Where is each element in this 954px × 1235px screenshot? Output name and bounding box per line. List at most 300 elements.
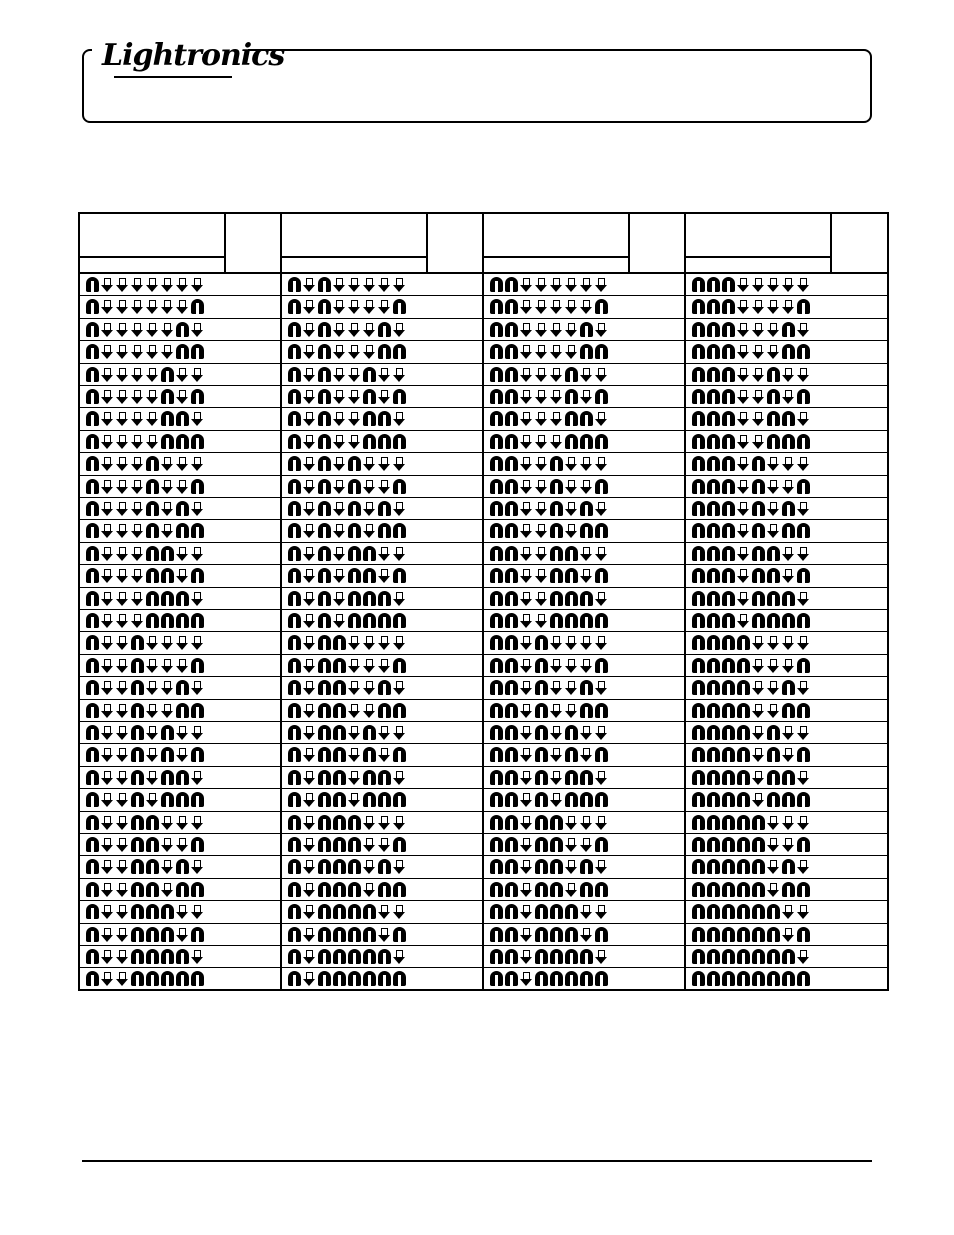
switch-up-icon bbox=[318, 904, 331, 919]
switch-down-icon bbox=[550, 344, 563, 359]
table-row bbox=[80, 789, 280, 811]
table-row bbox=[686, 744, 889, 766]
switch-up-icon bbox=[161, 725, 174, 740]
switch-down-icon bbox=[101, 949, 114, 964]
switch-up-icon bbox=[505, 859, 518, 874]
switch-down-icon bbox=[101, 411, 114, 426]
switch-down-icon bbox=[550, 770, 563, 785]
switch-down-icon bbox=[176, 568, 189, 583]
switch-up-icon bbox=[393, 613, 406, 628]
switch-down-icon bbox=[131, 479, 144, 494]
switch-down-icon bbox=[131, 299, 144, 314]
switch-down-icon bbox=[520, 971, 533, 986]
table-row bbox=[686, 700, 889, 722]
switch-down-icon bbox=[580, 568, 593, 583]
switch-up-icon bbox=[490, 725, 503, 740]
switch-down-icon bbox=[752, 411, 765, 426]
switch-down-icon bbox=[333, 389, 346, 404]
switch-up-icon bbox=[176, 344, 189, 359]
switch-down-icon bbox=[333, 277, 346, 292]
switch-up-icon bbox=[550, 523, 563, 538]
switch-pattern bbox=[692, 904, 810, 920]
switch-up-icon bbox=[176, 523, 189, 538]
switch-up-icon bbox=[550, 501, 563, 516]
switch-down-icon bbox=[333, 501, 346, 516]
switch-up-icon bbox=[318, 546, 331, 561]
switch-up-icon bbox=[490, 927, 503, 942]
table-row bbox=[484, 901, 684, 923]
switch-up-icon bbox=[393, 703, 406, 718]
switch-up-icon bbox=[161, 904, 174, 919]
switch-down-icon bbox=[393, 635, 406, 650]
switch-up-icon bbox=[191, 703, 204, 718]
switch-up-icon bbox=[288, 725, 301, 740]
switch-down-icon bbox=[782, 815, 795, 830]
switch-up-icon bbox=[707, 927, 720, 942]
switch-up-icon bbox=[722, 344, 735, 359]
switch-up-icon bbox=[318, 949, 331, 964]
switch-up-icon bbox=[318, 456, 331, 471]
switch-down-icon bbox=[782, 389, 795, 404]
switch-down-icon bbox=[161, 635, 174, 650]
switch-up-icon bbox=[692, 367, 705, 382]
switch-up-icon bbox=[288, 703, 301, 718]
switch-up-icon bbox=[550, 568, 563, 583]
switch-up-icon bbox=[363, 747, 376, 762]
switch-down-icon bbox=[176, 277, 189, 292]
switch-down-icon bbox=[116, 882, 129, 897]
switch-up-icon bbox=[737, 949, 750, 964]
switch-down-icon bbox=[535, 411, 548, 426]
switch-up-icon bbox=[490, 591, 503, 606]
switch-down-icon bbox=[797, 546, 810, 561]
switch-up-icon bbox=[191, 299, 204, 314]
switch-up-icon bbox=[737, 747, 750, 762]
switch-up-icon bbox=[490, 299, 503, 314]
table-row bbox=[484, 677, 684, 699]
switch-up-icon bbox=[595, 389, 608, 404]
switch-down-icon bbox=[146, 411, 159, 426]
switch-up-icon bbox=[767, 568, 780, 583]
switch-up-icon bbox=[86, 434, 99, 449]
switch-up-icon bbox=[707, 815, 720, 830]
switch-down-icon bbox=[348, 411, 361, 426]
switch-down-icon bbox=[580, 277, 593, 292]
switch-pattern bbox=[288, 792, 406, 808]
switch-down-icon bbox=[303, 725, 316, 740]
switch-down-icon bbox=[550, 367, 563, 382]
switch-down-icon bbox=[101, 389, 114, 404]
switch-up-icon bbox=[176, 792, 189, 807]
switch-up-icon bbox=[363, 546, 376, 561]
table-row bbox=[484, 431, 684, 453]
switch-down-icon bbox=[393, 546, 406, 561]
switch-up-icon bbox=[363, 904, 376, 919]
switch-pattern bbox=[288, 456, 406, 472]
switch-up-icon bbox=[363, 434, 376, 449]
switch-up-icon bbox=[535, 658, 548, 673]
switch-pattern bbox=[490, 479, 608, 495]
switch-up-icon bbox=[767, 591, 780, 606]
switch-down-icon bbox=[101, 344, 114, 359]
switch-up-icon bbox=[722, 635, 735, 650]
switch-down-icon bbox=[520, 568, 533, 583]
switch-up-icon bbox=[692, 613, 705, 628]
switch-up-icon bbox=[692, 591, 705, 606]
switch-down-icon bbox=[520, 299, 533, 314]
switch-down-icon bbox=[191, 501, 204, 516]
switch-pattern bbox=[692, 501, 810, 517]
switch-down-icon bbox=[348, 635, 361, 650]
switch-up-icon bbox=[565, 927, 578, 942]
switch-up-icon bbox=[161, 546, 174, 561]
switch-up-icon bbox=[161, 568, 174, 583]
switch-up-icon bbox=[722, 837, 735, 852]
switch-up-icon bbox=[348, 613, 361, 628]
switch-up-icon bbox=[146, 523, 159, 538]
switch-pattern bbox=[490, 613, 608, 629]
switch-down-icon bbox=[520, 523, 533, 538]
switch-pattern bbox=[692, 725, 810, 741]
switch-pattern bbox=[288, 635, 406, 651]
switch-up-icon bbox=[318, 859, 331, 874]
switch-pattern bbox=[692, 277, 810, 293]
switch-pattern bbox=[692, 434, 810, 450]
switch-up-icon bbox=[782, 770, 795, 785]
switch-up-icon bbox=[722, 658, 735, 673]
switch-pattern bbox=[288, 703, 406, 719]
switch-up-icon bbox=[191, 747, 204, 762]
switch-down-icon bbox=[550, 277, 563, 292]
switch-up-icon bbox=[161, 613, 174, 628]
switch-down-icon bbox=[767, 322, 780, 337]
switch-up-icon bbox=[692, 456, 705, 471]
switch-down-icon bbox=[146, 322, 159, 337]
switch-down-icon bbox=[752, 635, 765, 650]
switch-up-icon bbox=[782, 680, 795, 695]
switch-down-icon bbox=[161, 658, 174, 673]
switch-up-icon bbox=[737, 703, 750, 718]
switch-down-icon bbox=[580, 927, 593, 942]
switch-down-icon bbox=[116, 591, 129, 606]
switch-up-icon bbox=[752, 613, 765, 628]
switch-up-icon bbox=[378, 613, 391, 628]
switch-down-icon bbox=[737, 299, 750, 314]
switch-down-icon bbox=[520, 725, 533, 740]
switch-down-icon bbox=[303, 456, 316, 471]
switch-down-icon bbox=[303, 703, 316, 718]
switch-down-icon bbox=[116, 658, 129, 673]
switch-up-icon bbox=[393, 837, 406, 852]
table-column-4 bbox=[686, 214, 889, 989]
switch-down-icon bbox=[116, 635, 129, 650]
switch-down-icon bbox=[767, 837, 780, 852]
switch-up-icon bbox=[288, 389, 301, 404]
switch-down-icon bbox=[595, 859, 608, 874]
switch-up-icon bbox=[86, 703, 99, 718]
switch-up-icon bbox=[378, 792, 391, 807]
switch-up-icon bbox=[722, 367, 735, 382]
switch-down-icon bbox=[535, 344, 548, 359]
switch-down-icon bbox=[535, 591, 548, 606]
switch-down-icon bbox=[176, 815, 189, 830]
switch-up-icon bbox=[146, 591, 159, 606]
switch-down-icon bbox=[333, 613, 346, 628]
switch-pattern bbox=[490, 882, 608, 898]
switch-up-icon bbox=[161, 949, 174, 964]
switch-pattern bbox=[490, 523, 608, 539]
switch-up-icon bbox=[595, 344, 608, 359]
switch-down-icon bbox=[378, 479, 391, 494]
table-row bbox=[686, 722, 889, 744]
table-row bbox=[484, 364, 684, 386]
switch-up-icon bbox=[505, 367, 518, 382]
table-row bbox=[80, 677, 280, 699]
switch-pattern bbox=[288, 299, 406, 315]
switch-down-icon bbox=[580, 479, 593, 494]
switch-down-icon bbox=[161, 501, 174, 516]
switch-down-icon bbox=[363, 680, 376, 695]
switch-down-icon bbox=[378, 725, 391, 740]
switch-down-icon bbox=[363, 703, 376, 718]
switch-down-icon bbox=[520, 456, 533, 471]
switch-down-icon bbox=[116, 434, 129, 449]
switch-down-icon bbox=[550, 703, 563, 718]
switch-up-icon bbox=[146, 815, 159, 830]
switch-up-icon bbox=[333, 725, 346, 740]
switch-down-icon bbox=[520, 322, 533, 337]
switch-up-icon bbox=[86, 523, 99, 538]
table-row bbox=[80, 364, 280, 386]
switch-up-icon bbox=[490, 277, 503, 292]
switch-up-icon bbox=[191, 971, 204, 986]
table-row bbox=[484, 408, 684, 430]
switch-down-icon bbox=[767, 859, 780, 874]
switch-up-icon bbox=[288, 411, 301, 426]
switch-up-icon bbox=[767, 411, 780, 426]
switch-down-icon bbox=[752, 658, 765, 673]
switch-down-icon bbox=[797, 725, 810, 740]
switch-pattern bbox=[692, 927, 810, 943]
switch-down-icon bbox=[737, 501, 750, 516]
switch-up-icon bbox=[288, 747, 301, 762]
switch-down-icon bbox=[520, 344, 533, 359]
switch-down-icon bbox=[767, 344, 780, 359]
switch-down-icon bbox=[565, 680, 578, 695]
switch-up-icon bbox=[737, 815, 750, 830]
switch-down-icon bbox=[752, 725, 765, 740]
switch-down-icon bbox=[520, 501, 533, 516]
switch-down-icon bbox=[116, 904, 129, 919]
switch-up-icon bbox=[490, 613, 503, 628]
switch-down-icon bbox=[550, 322, 563, 337]
switch-down-icon bbox=[595, 815, 608, 830]
switch-up-icon bbox=[86, 635, 99, 650]
switch-down-icon bbox=[378, 927, 391, 942]
switch-down-icon bbox=[520, 658, 533, 673]
switch-down-icon bbox=[101, 747, 114, 762]
table-row bbox=[80, 856, 280, 878]
switch-down-icon bbox=[363, 815, 376, 830]
switch-up-icon bbox=[146, 837, 159, 852]
switch-up-icon bbox=[131, 971, 144, 986]
table-row bbox=[282, 946, 482, 968]
switch-pattern bbox=[86, 479, 204, 495]
table-row bbox=[484, 812, 684, 834]
switch-down-icon bbox=[797, 859, 810, 874]
switch-up-icon bbox=[86, 770, 99, 785]
switch-down-icon bbox=[393, 501, 406, 516]
switch-pattern bbox=[288, 927, 406, 943]
switch-up-icon bbox=[378, 882, 391, 897]
switch-up-icon bbox=[378, 859, 391, 874]
switch-pattern bbox=[288, 770, 406, 786]
switch-up-icon bbox=[490, 479, 503, 494]
dip-switch-table bbox=[78, 212, 889, 991]
switch-pattern bbox=[86, 725, 204, 741]
table-row bbox=[686, 968, 889, 990]
switch-down-icon bbox=[797, 456, 810, 471]
switch-down-icon bbox=[565, 523, 578, 538]
switch-down-icon bbox=[797, 680, 810, 695]
switch-down-icon bbox=[161, 479, 174, 494]
switch-up-icon bbox=[378, 703, 391, 718]
switch-down-icon bbox=[161, 277, 174, 292]
switch-up-icon bbox=[176, 703, 189, 718]
switch-pattern bbox=[288, 971, 406, 987]
switch-down-icon bbox=[303, 591, 316, 606]
switch-up-icon bbox=[565, 613, 578, 628]
table-row bbox=[484, 520, 684, 542]
switch-up-icon bbox=[737, 770, 750, 785]
table-row bbox=[686, 856, 889, 878]
switch-up-icon bbox=[288, 635, 301, 650]
switch-up-icon bbox=[722, 904, 735, 919]
switch-up-icon bbox=[580, 501, 593, 516]
table-row bbox=[282, 677, 482, 699]
table-column-1 bbox=[80, 214, 282, 989]
switch-down-icon bbox=[176, 299, 189, 314]
switch-up-icon bbox=[131, 837, 144, 852]
switch-down-icon bbox=[191, 591, 204, 606]
switch-down-icon bbox=[101, 456, 114, 471]
switch-up-icon bbox=[86, 411, 99, 426]
switch-up-icon bbox=[86, 725, 99, 740]
switch-up-icon bbox=[505, 613, 518, 628]
switch-up-icon bbox=[318, 635, 331, 650]
switch-down-icon bbox=[303, 277, 316, 292]
switch-up-icon bbox=[505, 568, 518, 583]
switch-down-icon bbox=[146, 277, 159, 292]
table-row bbox=[686, 834, 889, 856]
switch-up-icon bbox=[722, 523, 735, 538]
switch-up-icon bbox=[722, 859, 735, 874]
switch-down-icon bbox=[101, 546, 114, 561]
switch-up-icon bbox=[146, 971, 159, 986]
switch-pattern bbox=[692, 635, 810, 651]
switch-pattern bbox=[288, 479, 406, 495]
switch-down-icon bbox=[797, 815, 810, 830]
switch-down-icon bbox=[146, 389, 159, 404]
switch-up-icon bbox=[348, 949, 361, 964]
switch-up-icon bbox=[505, 792, 518, 807]
switch-up-icon bbox=[393, 479, 406, 494]
switch-pattern bbox=[86, 837, 204, 853]
switch-up-icon bbox=[752, 501, 765, 516]
switch-down-icon bbox=[535, 299, 548, 314]
table-row bbox=[282, 520, 482, 542]
switch-down-icon bbox=[520, 815, 533, 830]
switch-pattern bbox=[288, 680, 406, 696]
switch-pattern bbox=[86, 703, 204, 719]
switch-pattern bbox=[86, 635, 204, 651]
switch-up-icon bbox=[595, 434, 608, 449]
switch-up-icon bbox=[722, 792, 735, 807]
switch-down-icon bbox=[752, 747, 765, 762]
footer-rule bbox=[82, 1160, 872, 1162]
switch-down-icon bbox=[303, 613, 316, 628]
switch-up-icon bbox=[318, 389, 331, 404]
switch-pattern bbox=[86, 523, 204, 539]
switch-up-icon bbox=[348, 859, 361, 874]
switch-up-icon bbox=[535, 747, 548, 762]
switch-pattern bbox=[692, 658, 810, 674]
switch-up-icon bbox=[333, 703, 346, 718]
switch-down-icon bbox=[161, 322, 174, 337]
switch-down-icon bbox=[116, 770, 129, 785]
switch-up-icon bbox=[580, 703, 593, 718]
switch-up-icon bbox=[86, 949, 99, 964]
switch-up-icon bbox=[505, 770, 518, 785]
switch-down-icon bbox=[176, 546, 189, 561]
switch-up-icon bbox=[288, 613, 301, 628]
switch-up-icon bbox=[378, 971, 391, 986]
table-row bbox=[282, 812, 482, 834]
table-row bbox=[686, 520, 889, 542]
switch-down-icon bbox=[797, 591, 810, 606]
switch-up-icon bbox=[692, 434, 705, 449]
switch-down-icon bbox=[101, 299, 114, 314]
switch-up-icon bbox=[288, 971, 301, 986]
switch-up-icon bbox=[131, 703, 144, 718]
switch-up-icon bbox=[707, 568, 720, 583]
switch-up-icon bbox=[692, 859, 705, 874]
switch-down-icon bbox=[565, 815, 578, 830]
switch-up-icon bbox=[378, 322, 391, 337]
switch-up-icon bbox=[580, 344, 593, 359]
switch-up-icon bbox=[393, 389, 406, 404]
switch-up-icon bbox=[191, 792, 204, 807]
switch-down-icon bbox=[782, 299, 795, 314]
switch-down-icon bbox=[378, 815, 391, 830]
switch-down-icon bbox=[363, 837, 376, 852]
switch-up-icon bbox=[707, 367, 720, 382]
switch-down-icon bbox=[580, 904, 593, 919]
switch-up-icon bbox=[490, 367, 503, 382]
switch-down-icon bbox=[767, 882, 780, 897]
switch-up-icon bbox=[535, 792, 548, 807]
switch-down-icon bbox=[161, 703, 174, 718]
table-row bbox=[484, 834, 684, 856]
switch-up-icon bbox=[505, 546, 518, 561]
switch-up-icon bbox=[707, 859, 720, 874]
switch-up-icon bbox=[146, 568, 159, 583]
switch-down-icon bbox=[161, 523, 174, 538]
switch-up-icon bbox=[722, 882, 735, 897]
switch-down-icon bbox=[131, 456, 144, 471]
switch-down-icon bbox=[116, 367, 129, 382]
table-row bbox=[80, 543, 280, 565]
